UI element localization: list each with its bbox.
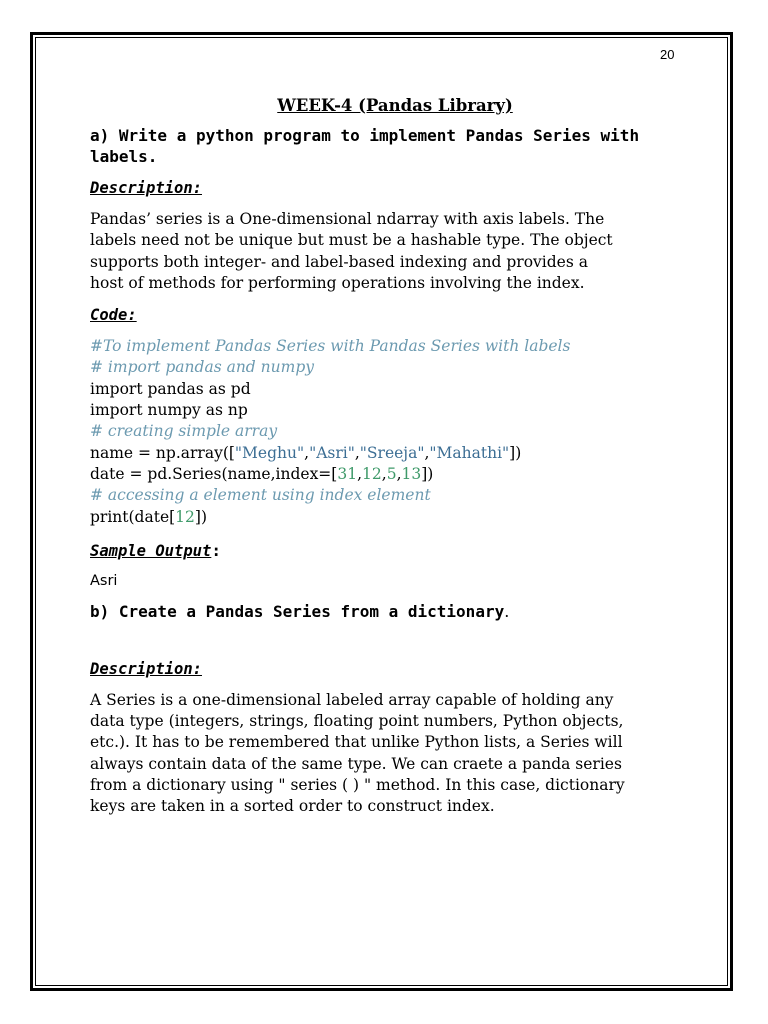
description-line: labels need not be unique but must be a hashable type. The object: [90, 231, 613, 250]
code-text: name = np.array([: [90, 443, 235, 462]
sample-output-value: Asri: [90, 572, 118, 589]
code-number: 12: [175, 507, 195, 526]
page-title: WEEK-4 (Pandas Library): [277, 96, 513, 115]
part-b-heading: [90, 601, 700, 622]
code-number: 31: [337, 464, 358, 483]
code-string: "Meghu": [234, 443, 305, 462]
code-number: 13: [401, 464, 422, 483]
description-line: always contain data of the same type. We can craete a panda series: [90, 754, 622, 773]
code-line: import numpy as np: [90, 401, 248, 420]
sample-output-heading: [90, 540, 700, 561]
code-number: 12: [362, 464, 382, 483]
code-string: "Asri": [309, 443, 355, 462]
code-text: ]): [509, 443, 522, 462]
description-line: host of methods for performing operations involving the index.: [90, 273, 585, 292]
code-text: ]): [194, 507, 208, 526]
part-b-heading-text: b) Create a Pandas Series from a dictionary: [90, 601, 505, 621]
code-line-name-array: name = np.array(["Meghu","Asri","Sreeja","Mahathi"]): [90, 443, 522, 462]
description-line: from a dictionary using " series ( ) " method. In this case, dictionary: [90, 776, 625, 795]
code-number: 5: [386, 464, 397, 483]
part-a-description: [90, 209, 700, 294]
code-block: [90, 336, 700, 528]
document-body: [90, 90, 700, 818]
code-comment: # accessing a element using index element: [90, 486, 431, 505]
code-text: date = pd.Series(name,index=[: [90, 464, 338, 483]
description-line: keys are taken in a sorted order to construct index.: [90, 797, 495, 816]
code-text: ]): [421, 464, 434, 483]
code-comment: # creating simple array: [90, 422, 278, 441]
part-b-heading-period: .: [504, 601, 510, 621]
page-number: 20: [660, 47, 675, 62]
part-b-description-label: Description:: [90, 659, 202, 678]
description-line: A Series is a one-dimensional labeled array capable of holding any: [90, 690, 614, 709]
code-line: import pandas as pd: [90, 379, 251, 398]
code-label: Code:: [90, 306, 137, 325]
code-string: "Mahathi": [429, 443, 510, 462]
description-line: data type (integers, strings, floating point numbers, Python objects,: [90, 712, 624, 731]
part-a-description-label: Description:: [90, 179, 202, 197]
code-string: "Sreeja": [359, 443, 425, 462]
code-comment: #To implement Pandas Series with Pandas Series with labels: [90, 337, 571, 356]
sample-output-colon: :: [211, 540, 221, 560]
code-text: print(date[: [90, 507, 176, 526]
code-line-series: date = pd.Series(name,index=[31,12,5,13]): [90, 464, 434, 483]
sample-output-label: Sample Output: [90, 541, 212, 560]
part-a-heading: a) Write a python program to implement Pandas Series with labels.: [90, 126, 640, 166]
description-line: Pandas’ series is a One-dimensional ndarray with axis labels. The: [90, 210, 605, 228]
code-line-print: [90, 507, 700, 528]
description-line: etc.). It has to be remembered that unlike Python lists, a Series will: [90, 733, 623, 752]
part-b-description: [90, 690, 700, 818]
code-comment: # import pandas and numpy: [90, 358, 314, 377]
description-line: supports both integer- and label-based indexing and provides a: [90, 252, 588, 271]
